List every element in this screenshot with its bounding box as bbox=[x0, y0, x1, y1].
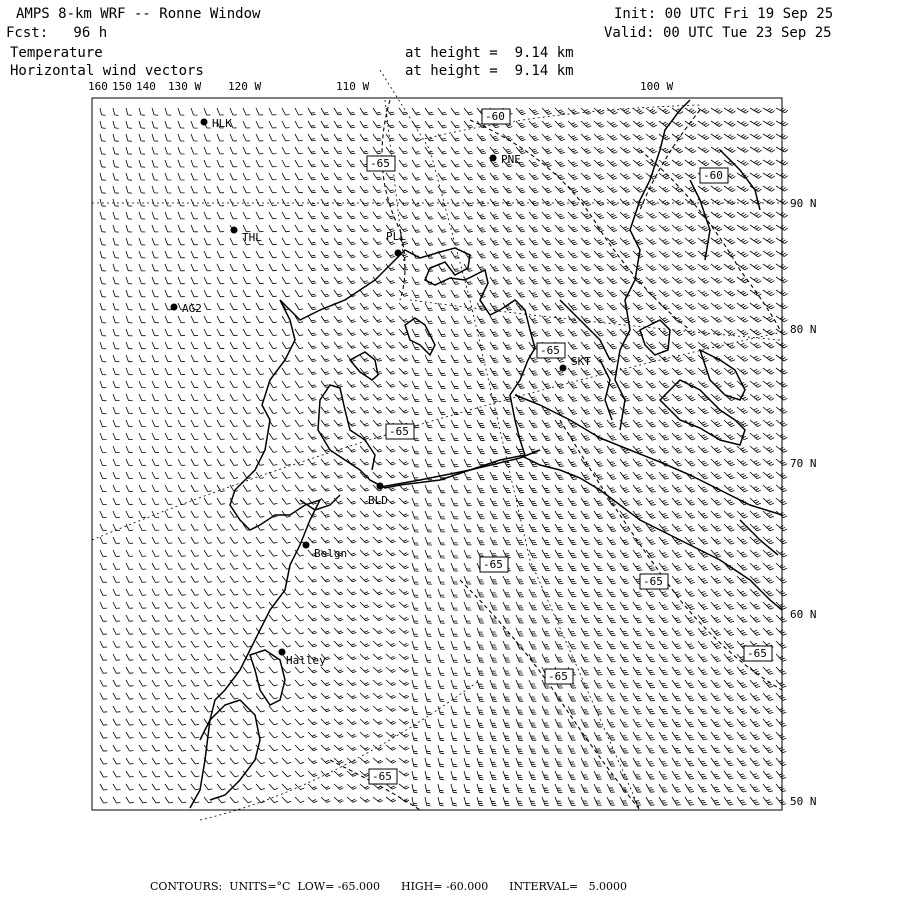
svg-text:-65: -65 bbox=[483, 558, 503, 571]
station-marker bbox=[201, 117, 233, 130]
top-axis-label: 160 bbox=[88, 80, 108, 93]
svg-text:HLK: HLK bbox=[212, 117, 232, 130]
svg-text:Belgn: Belgn bbox=[314, 547, 348, 560]
contour-label bbox=[545, 669, 573, 684]
top-axis-label: 150 bbox=[112, 80, 132, 93]
graticule bbox=[92, 70, 782, 820]
contour-label bbox=[537, 343, 565, 358]
contour-info: CONTOURS: UNITS=°C LOW= -65.000 HIGH= -60.000 INTERVAL= 5.0000 bbox=[150, 880, 628, 893]
svg-text:PNE: PNE bbox=[501, 153, 521, 166]
svg-text:-65: -65 bbox=[370, 157, 390, 170]
valid-time: Valid: 00 UTC Tue 23 Sep 25 bbox=[604, 25, 832, 41]
station-marker bbox=[303, 542, 348, 561]
svg-text:AG2: AG2 bbox=[182, 302, 202, 315]
height-label-2: at height = 9.14 km bbox=[405, 63, 574, 79]
field-label-temperature: Temperature bbox=[10, 45, 103, 61]
svg-text:Halley: Halley bbox=[286, 654, 326, 667]
contour-label bbox=[480, 557, 508, 572]
wind-vector-field bbox=[100, 108, 788, 806]
right-axis-label: 50 N bbox=[790, 795, 817, 808]
forecast-hour: Fcst: 96 h bbox=[6, 25, 108, 41]
init-time: Init: 00 UTC Fri 19 Sep 25 bbox=[614, 6, 834, 22]
svg-text:-65: -65 bbox=[389, 425, 409, 438]
right-axis-label: 60 N bbox=[790, 608, 817, 621]
station-marker bbox=[231, 227, 263, 245]
right-axis-label: 70 N bbox=[790, 457, 817, 470]
svg-text:-65: -65 bbox=[747, 647, 767, 660]
svg-text:-65: -65 bbox=[643, 575, 663, 588]
station-marker bbox=[490, 153, 521, 166]
temperature-contours bbox=[330, 100, 782, 810]
station-marker bbox=[279, 649, 327, 668]
top-axis-label: 130 W bbox=[168, 80, 202, 93]
contour-label bbox=[640, 574, 668, 589]
top-axis-label: 120 W bbox=[228, 80, 262, 93]
svg-text:THL: THL bbox=[242, 231, 262, 244]
svg-text:-60: -60 bbox=[703, 169, 723, 182]
coastline bbox=[190, 100, 782, 808]
contour-label bbox=[744, 646, 772, 661]
top-axis-label: 100 W bbox=[640, 80, 674, 93]
top-axis-label: 140 bbox=[136, 80, 156, 93]
svg-text:SKT: SKT bbox=[571, 355, 591, 368]
contour-label bbox=[386, 424, 414, 439]
svg-text:PLL: PLL bbox=[386, 230, 406, 243]
contour-label bbox=[367, 156, 395, 171]
field-label-wind: Horizontal wind vectors bbox=[10, 63, 204, 79]
svg-text:-60: -60 bbox=[485, 110, 505, 123]
right-axis-label: 80 N bbox=[790, 323, 817, 336]
map-title: AMPS 8-km WRF -- Ronne Window bbox=[16, 6, 261, 22]
svg-text:-65: -65 bbox=[372, 770, 392, 783]
height-label-1: at height = 9.14 km bbox=[405, 45, 574, 61]
station-marker bbox=[171, 302, 202, 315]
right-axis-label: 90 N bbox=[790, 197, 817, 210]
svg-text:-65: -65 bbox=[540, 344, 560, 357]
top-axis-label: 110 W bbox=[336, 80, 370, 93]
svg-text:-65: -65 bbox=[548, 670, 568, 683]
contour-label bbox=[700, 168, 728, 183]
contour-label bbox=[369, 769, 397, 784]
wind-barbs bbox=[100, 108, 788, 806]
svg-text:BLD: BLD bbox=[368, 494, 388, 507]
contour-label bbox=[482, 109, 510, 124]
